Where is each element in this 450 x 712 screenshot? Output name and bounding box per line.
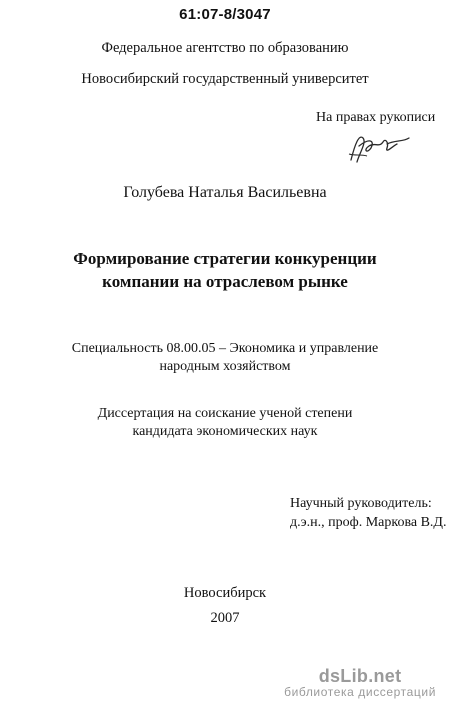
specialty-line-2: народным хозяйством [159, 359, 291, 374]
degree-line-2: кандидата экономических наук [132, 424, 318, 439]
archive-code: 61:07-8/3047 [179, 6, 271, 23]
city: Новосибирск [183, 585, 267, 601]
manuscript-note: На правах рукописи [316, 110, 436, 125]
watermark [284, 666, 436, 699]
supervisor-label: Научный руководитель: [290, 496, 432, 511]
specialty [0, 340, 450, 376]
watermark-logo: dsLib.net [318, 666, 402, 686]
university-name: Новосибирский государственный университет [81, 71, 369, 87]
year: 2007 [210, 610, 240, 626]
dissertation-title [0, 247, 450, 293]
title-line-1: Формирование стратегии конкуренции [73, 249, 377, 268]
degree-statement [0, 405, 450, 441]
specialty-line-1: Специальность 08.00.05 – Экономика и управление [71, 341, 379, 356]
title-line-2: компании на отраслевом рынке [102, 272, 348, 291]
supervisor-name: д.э.н., проф. Маркова В.Д. [290, 515, 447, 530]
degree-line-1: Диссертация на соискание ученой степени [97, 406, 353, 421]
agency-name: Федеральное агентство по образованию [101, 40, 349, 56]
signature-icon [345, 124, 415, 168]
author-name: Голубева Наталья Васильевна [123, 184, 327, 201]
watermark-subtitle: библиотека диссертаций [284, 685, 436, 699]
supervisor-block [290, 494, 446, 532]
